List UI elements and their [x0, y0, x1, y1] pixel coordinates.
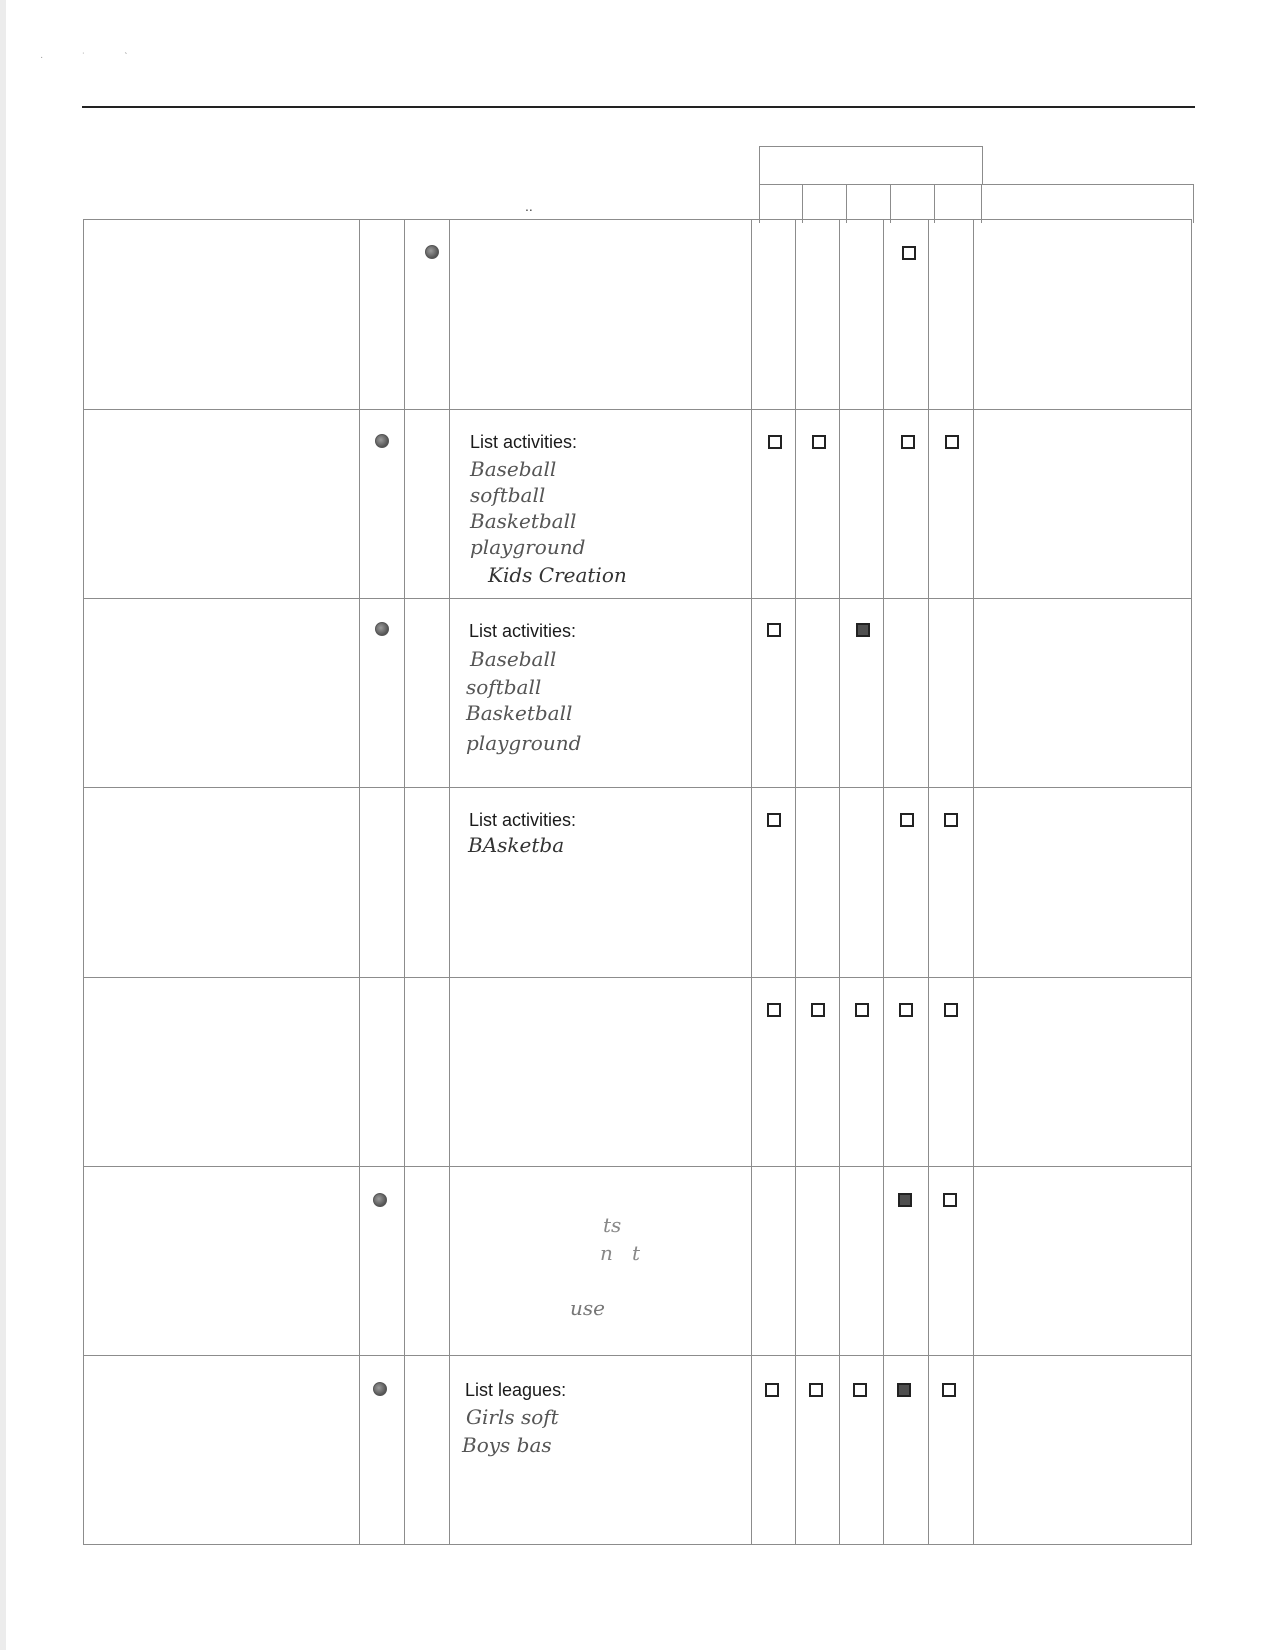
header-marks: .. [525, 198, 533, 214]
row3-item-2: softball [466, 675, 542, 699]
checkbox-row4-col4[interactable] [900, 813, 914, 827]
checkbox-row2-col2[interactable] [812, 435, 826, 449]
table-border-right [1191, 219, 1192, 1544]
row7-list-label: List leagues: [465, 1380, 567, 1400]
checkbox-row7-col2[interactable] [809, 1383, 823, 1397]
row-divider [83, 598, 1192, 599]
row3-item-3: Basketball [466, 701, 573, 725]
column-divider [795, 219, 796, 1544]
row2-item-4: playground [470, 535, 586, 559]
column-divider [973, 219, 974, 1544]
column-divider [359, 219, 360, 1544]
checkbox-row7-col3[interactable] [853, 1383, 867, 1397]
row3-item-1: Baseball [470, 647, 557, 671]
bullet-marker [375, 622, 389, 636]
bullet-marker [375, 434, 389, 448]
checkbox-row2-col1[interactable] [768, 435, 782, 449]
checkbox-row4-col1[interactable] [767, 813, 781, 827]
row2-item-5: Kids Creation [488, 563, 627, 587]
checkbox-row1-col4[interactable] [902, 246, 916, 260]
checkbox-row4-col5[interactable] [944, 813, 958, 827]
column-divider [883, 219, 884, 1544]
checkbox-row2-col5[interactable] [945, 435, 959, 449]
table-border-left [83, 219, 84, 1544]
column-divider [928, 219, 929, 1544]
row6-faint-mark-2: n t [600, 1241, 640, 1265]
checkbox-row5-col1[interactable] [767, 1003, 781, 1017]
row2-list-label: List activities: [470, 432, 578, 452]
checkbox-row5-col4[interactable] [899, 1003, 913, 1017]
row-divider [83, 977, 1192, 978]
row4-item-1: BAsketba [468, 833, 565, 857]
checkbox-row6-col4[interactable] [898, 1193, 912, 1207]
row-divider [83, 787, 1192, 788]
checkbox-row7-col4[interactable] [897, 1383, 911, 1397]
checkbox-row5-col2[interactable] [811, 1003, 825, 1017]
row2-item-2: softball [470, 483, 546, 507]
bullet-marker [373, 1382, 387, 1396]
checkbox-row7-col5[interactable] [942, 1383, 956, 1397]
column-divider [449, 219, 450, 1544]
checkbox-row2-col4[interactable] [901, 435, 915, 449]
row7-item-1: Girls soft [466, 1405, 559, 1429]
checkbox-row3-col3[interactable] [856, 623, 870, 637]
row6-faint-mark-1: ts [603, 1213, 622, 1237]
row4-list-label: List activities: [469, 810, 577, 830]
row3-item-4: playground [466, 731, 582, 755]
row-divider [83, 1355, 1192, 1356]
column-divider [751, 219, 752, 1544]
checkbox-row7-col1[interactable] [765, 1383, 779, 1397]
row3-list-label: List activities: [469, 621, 577, 641]
row6-faint-mark-3: use [570, 1296, 605, 1320]
column-divider [839, 219, 840, 1544]
row2-item-1: Baseball [470, 457, 557, 481]
bullet-marker [425, 245, 439, 259]
checkbox-row5-col5[interactable] [944, 1003, 958, 1017]
table-border-bottom [83, 1544, 1192, 1545]
row2-item-3: Basketball [470, 509, 577, 533]
row-divider [83, 1166, 1192, 1167]
row7-item-2: Boys bas [462, 1433, 552, 1457]
column-divider [404, 219, 405, 1544]
row-divider [83, 409, 1192, 410]
scan-specks: · ˙ ˋ [40, 52, 146, 63]
row-divider [83, 219, 1192, 220]
checkbox-row5-col3[interactable] [855, 1003, 869, 1017]
checkbox-row6-col5[interactable] [943, 1193, 957, 1207]
checkbox-row3-col1[interactable] [767, 623, 781, 637]
bullet-marker [373, 1193, 387, 1207]
